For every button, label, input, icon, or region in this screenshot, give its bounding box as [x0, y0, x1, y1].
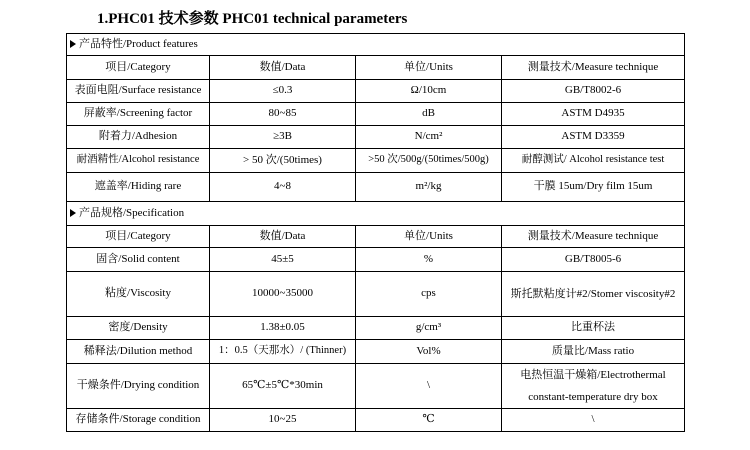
cell-units: Vol%: [356, 340, 502, 364]
technical-parameters-table: [66, 33, 685, 432]
header-category: 项目/Category: [67, 56, 210, 80]
cell-technique: ASTM D4935: [502, 103, 685, 126]
section-heading: [67, 202, 685, 226]
cell-data: > 50 次/(50times): [210, 149, 356, 173]
header-technique: 测量技术/Measure technique: [502, 56, 685, 80]
cell-category: 附着力/Adhesion: [67, 126, 210, 149]
header-data: 数值/Data: [210, 56, 356, 80]
triangle-bullet-icon: [70, 40, 76, 48]
table-row: [67, 272, 685, 317]
section-heading-text: 产品规格/Specification: [79, 206, 185, 219]
table-row: [67, 173, 685, 202]
table-row: [67, 103, 685, 126]
section-heading-text: 产品特性/Product features: [79, 37, 198, 50]
cell-technique-text: 斯托默粘度计#2/Stomer viscosity#2: [510, 288, 676, 300]
cell-category: 密度/Density: [67, 317, 210, 340]
cell-technique: ASTM D3359: [502, 126, 685, 149]
cell-technique: GB/T8002-6: [502, 80, 685, 103]
header-data: 数值/Data: [210, 226, 356, 248]
cell-category: 存储条件/Storage condition: [67, 409, 210, 432]
cell-category: 遮盖率/Hiding rare: [67, 173, 210, 202]
cell-technique: 耐醇测试/ Alcohol resistance test: [502, 149, 685, 173]
table-header-row: [67, 56, 685, 80]
header-technique: 测量技术/Measure technique: [502, 226, 685, 248]
cell-data: 80~85: [210, 103, 356, 126]
cell-units: >50 次/500g/(50times/500g): [356, 149, 502, 173]
cell-technique: \: [502, 409, 685, 432]
table-row: [67, 149, 685, 173]
cell-data: 65℃±5℃*30min: [210, 364, 356, 409]
cell-data: 10000~35000: [210, 272, 356, 317]
cell-technique: 干膜 15um/Dry film 15um: [502, 173, 685, 202]
cell-category: 干燥条件/Drying condition: [67, 364, 210, 409]
cell-units: dB: [356, 103, 502, 126]
table-header-row: [67, 226, 685, 248]
table-row: [67, 317, 685, 340]
table-row: [67, 409, 685, 432]
header-units: 单位/Units: [356, 226, 502, 248]
section-heading-row: [67, 34, 685, 56]
cell-technique: GB/T8005-6: [502, 248, 685, 272]
cell-technique: [502, 272, 685, 317]
cell-technique: 比重杯法: [502, 317, 685, 340]
cell-data: ≥3B: [210, 126, 356, 149]
cell-category: 粘度/Viscosity: [67, 272, 210, 317]
cell-technique-text: 电热恒温干燥箱/Electrothermal constant-temperature dry box: [520, 369, 666, 403]
header-category: 项目/Category: [67, 226, 210, 248]
table-row: [67, 80, 685, 103]
section-heading-row: [67, 202, 685, 226]
cell-category: 耐酒精性/Alcohol resistance: [67, 149, 210, 173]
cell-units: g/cm³: [356, 317, 502, 340]
cell-units: cps: [356, 272, 502, 317]
cell-category: 表面电阻/Surface resistance: [67, 80, 210, 103]
cell-data: 10~25: [210, 409, 356, 432]
cell-data: ≤0.3: [210, 80, 356, 103]
cell-data: 1.38±0.05: [210, 317, 356, 340]
cell-technique: 质量比/Mass ratio: [502, 340, 685, 364]
cell-technique: [502, 364, 685, 409]
cell-data: 4~8: [210, 173, 356, 202]
cell-units: Ω/10cm: [356, 80, 502, 103]
table-row: [67, 364, 685, 409]
document-title: 1.PHC01 技术参数 PHC01 technical parameters: [97, 11, 408, 27]
cell-units: ℃: [356, 409, 502, 432]
cell-category: 固含/Solid content: [67, 248, 210, 272]
cell-units: \: [356, 364, 502, 409]
cell-data: 45±5: [210, 248, 356, 272]
cell-category: 屏蔽率/Screening factor: [67, 103, 210, 126]
section-heading: [67, 34, 685, 56]
header-units: 单位/Units: [356, 56, 502, 80]
cell-units: m²/kg: [356, 173, 502, 202]
cell-units: %: [356, 248, 502, 272]
table-row: [67, 248, 685, 272]
triangle-bullet-icon: [70, 209, 76, 217]
cell-category: 稀释法/Dilution method: [67, 340, 210, 364]
cell-units: N/cm²: [356, 126, 502, 149]
table-row: [67, 340, 685, 364]
cell-data: 1：0.5（天那水）/ (Thinner): [210, 340, 356, 364]
table-row: [67, 126, 685, 149]
